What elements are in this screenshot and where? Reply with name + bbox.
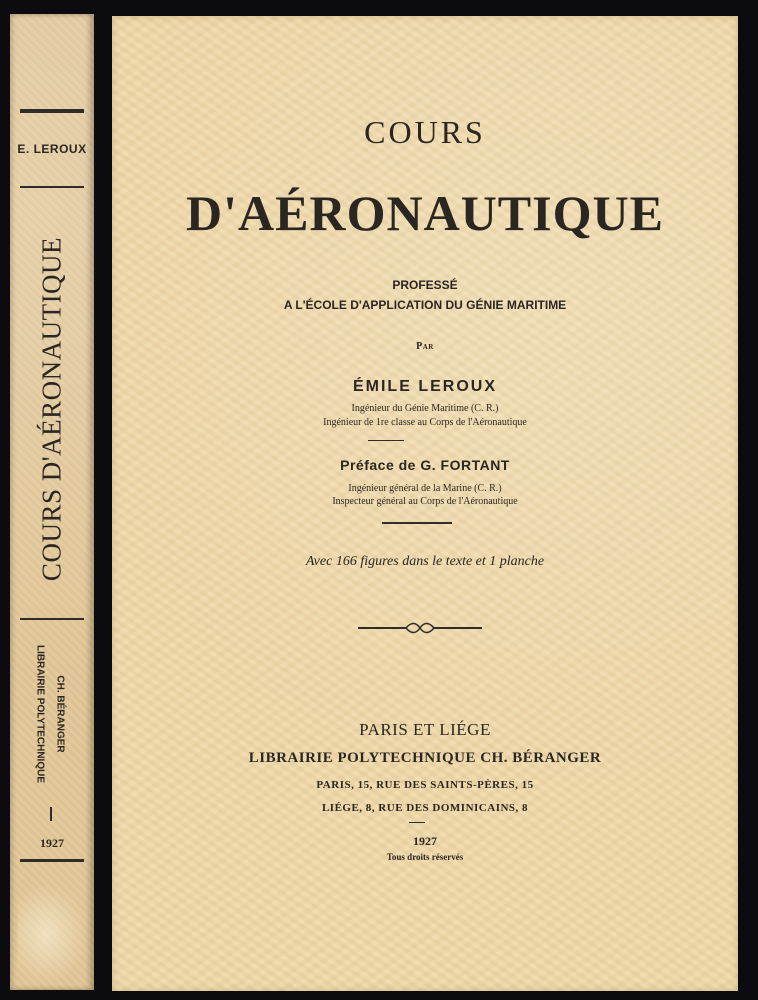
cover-subtitle-line1: PROFESSÉ xyxy=(392,278,458,292)
cover-preface: Préface de G. FORTANT xyxy=(340,457,510,473)
spine-title-area xyxy=(32,224,72,594)
cover-rights: Tous droits réservés xyxy=(386,852,464,862)
spine-rule-under-author xyxy=(20,186,84,188)
spine-publisher-line1-area xyxy=(30,644,50,784)
spine-title: COURS D'AÉRONAUTIQUE xyxy=(36,236,67,582)
spine-publisher-line2: CH. BÉRANGER xyxy=(54,675,66,753)
cover-by: Par xyxy=(416,341,434,352)
cover-heading: COURS xyxy=(364,114,486,150)
cover-year: 1927 xyxy=(413,834,437,848)
cover-author: ÉMILE LEROUX xyxy=(352,378,497,395)
divider-rule-2 xyxy=(382,522,452,524)
cover-city: PARIS ET LIÉGE xyxy=(359,720,491,739)
spine-publisher-line2-area xyxy=(50,644,70,784)
spine-year: 1927 xyxy=(40,836,64,850)
book-cover xyxy=(112,16,738,991)
spine-publisher-line1: LIBRAIRIE POLYTECHNIQUE xyxy=(34,645,46,783)
ornament-divider-icon xyxy=(358,621,482,635)
spine-rule-top xyxy=(20,109,84,113)
figures-note: Avec 166 figures dans le texte et 1 planche xyxy=(305,554,545,569)
divider-rule-1 xyxy=(368,440,404,441)
spine-wear-patch xyxy=(18,884,88,984)
preface-credential-1: Ingénieur général de la Marine (C. R.) xyxy=(348,483,502,494)
cover-publisher: LIBRAIRIE POLYTECHNIQUE CH. BÉRANGER xyxy=(248,750,602,766)
preface-credential-2: Inspecteur général au Corps de l'Aéronautique xyxy=(332,496,518,507)
cover-subtitle-line2: A L'ÉCOLE D'APPLICATION DU GÉNIE MARITIME xyxy=(283,298,567,312)
author-credential-2: Ingénieur de 1re classe au Corps de l'Aéronautique xyxy=(323,417,527,428)
divider-rule-3 xyxy=(409,822,425,823)
cover-title: D'AÉRONAUTIQUE xyxy=(186,185,664,241)
author-credential-1: Ingénieur du Génie Maritime (C. R.) xyxy=(351,403,499,414)
spine-rule-bottom xyxy=(20,859,84,862)
spine-author: E. LEROUX xyxy=(17,142,87,156)
book-spine xyxy=(10,14,94,990)
spine-tick-mark xyxy=(50,807,52,821)
address-paris: PARIS, 15, RUE DES SAINTS-PÈRES, 15 xyxy=(316,779,534,791)
address-liege: LIÉGE, 8, RUE DES DOMINICAINS, 8 xyxy=(321,802,529,814)
spine-rule-under-title xyxy=(20,618,84,620)
